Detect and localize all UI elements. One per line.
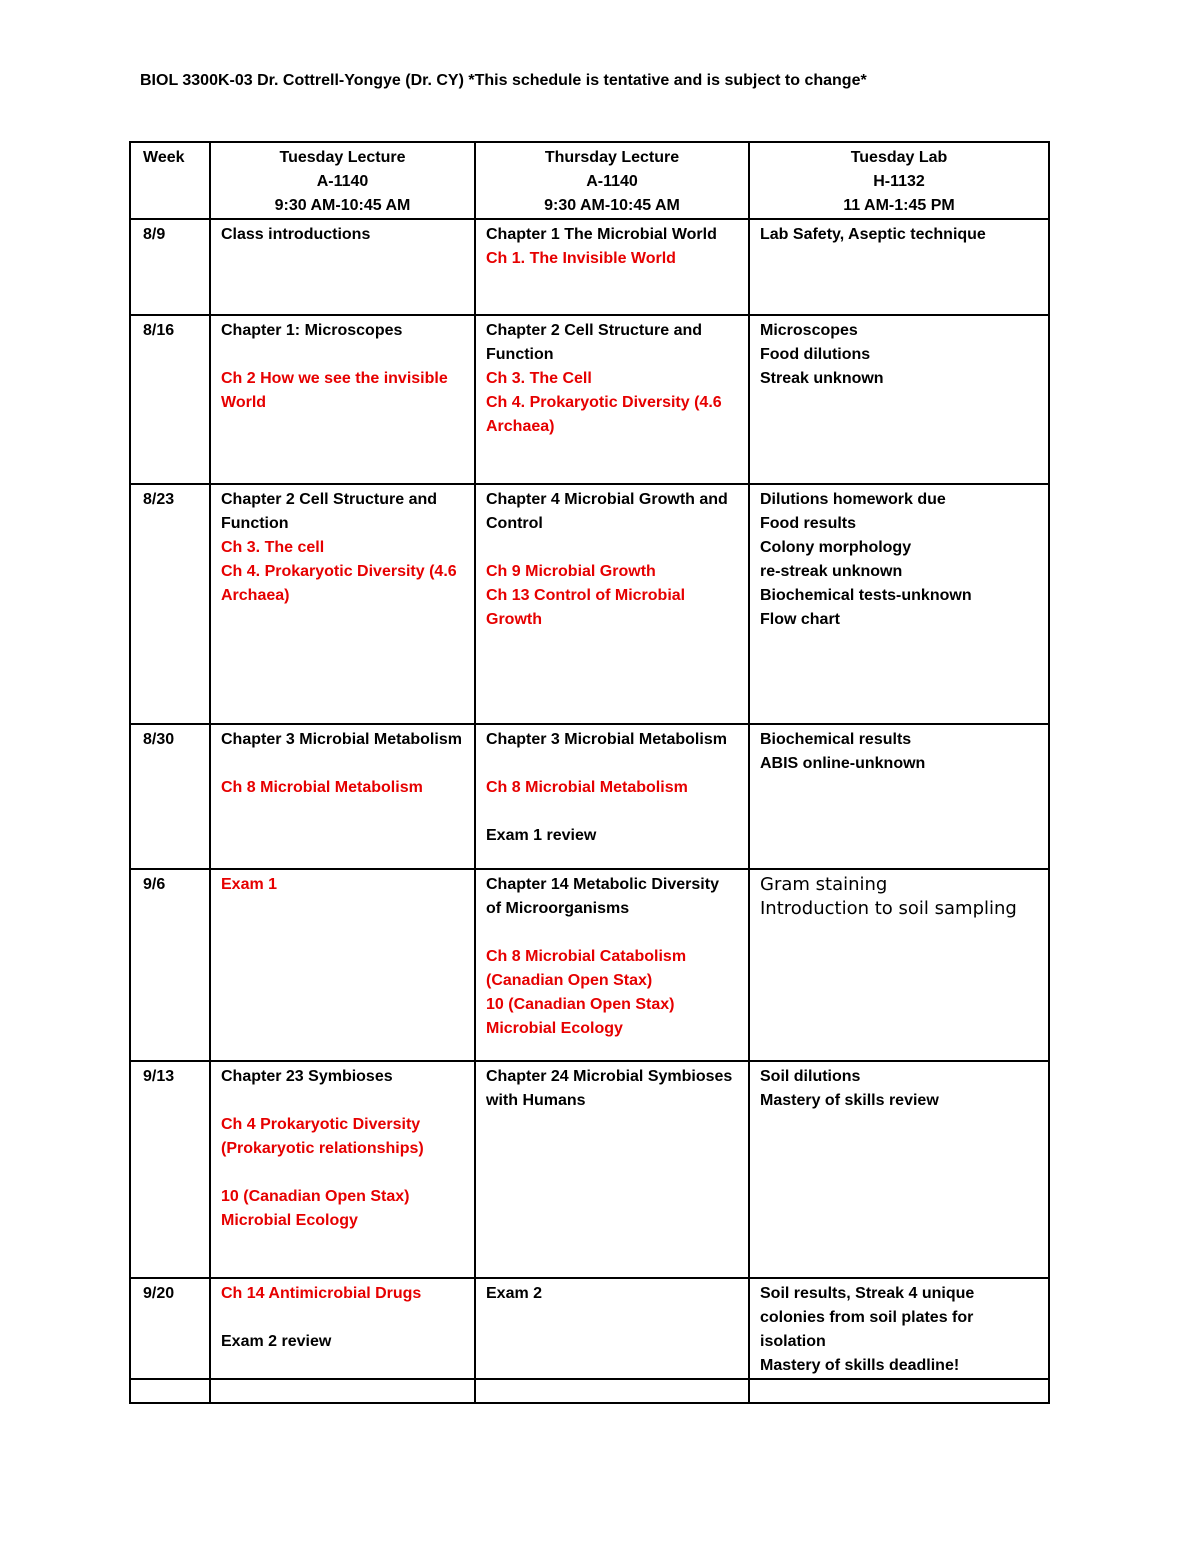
- cell-line: Ch 8 Microbial Catabolism (Canadian Open Stax): [486, 948, 687, 989]
- cell-line: Soil results, Streak 4 unique colonies from soil plates for isolation: [760, 1285, 975, 1350]
- header-row: [130, 142, 1049, 219]
- cell-line: Ch 9 Microbial Growth: [486, 563, 656, 580]
- tuesday-lab-cell: [749, 724, 1049, 869]
- cell-line: ABIS online-unknown: [760, 755, 926, 772]
- tuesday-lecture-cell: [210, 219, 475, 315]
- cell-line: Chapter 2 Cell Structure and Function: [486, 322, 703, 363]
- cell-line: [486, 752, 738, 776]
- cell-line: Ch 4. Prokaryotic Diversity (4.6 Archaea): [221, 563, 457, 604]
- thursday-lecture-cell: [475, 724, 749, 869]
- tuesday-lab-cell: [749, 1061, 1049, 1278]
- tuesday-lab-cell: [749, 484, 1049, 724]
- thursday-lecture-cell: [475, 219, 749, 315]
- cell-line: Flow chart: [760, 611, 841, 628]
- thursday-lecture-cell: [475, 315, 749, 484]
- tuesday-lecture-cell: [210, 1379, 475, 1403]
- cell-line: re-streak unknown: [760, 563, 903, 580]
- cell-line: [221, 1161, 464, 1185]
- cell-line: Ch 8 Microbial Metabolism: [221, 779, 423, 796]
- cell-line: [221, 343, 464, 367]
- cell-line: Ch 1. The Invisible World: [486, 250, 676, 267]
- cell-line: [221, 1306, 464, 1330]
- tuesday-lecture-cell: [210, 724, 475, 869]
- tuesday-lecture-cell: [210, 484, 475, 724]
- header-line: 9:30 AM-10:45 AM: [274, 197, 411, 214]
- cell-line: Ch 13 Control of Microbial Growth: [486, 587, 686, 628]
- cell-line: Ch 8 Microbial Metabolism: [486, 779, 688, 796]
- cell-line: Chapter 14 Metabolic Diversity of Microorganisms: [486, 876, 719, 917]
- header-week: Week: [130, 142, 210, 219]
- week-cell: 9/13: [130, 1061, 210, 1278]
- tuesday-lecture-cell: [210, 869, 475, 1061]
- cell-line: Ch 14 Antimicrobial Drugs: [221, 1285, 422, 1302]
- cell-line: Streak unknown: [760, 370, 884, 387]
- header-line: H-1132: [873, 173, 925, 190]
- cell-line: Class introductions: [221, 226, 371, 243]
- header-tuesday-lab: [749, 142, 1049, 219]
- week-cell: 8/23: [130, 484, 210, 724]
- cell-line: Chapter 1 The Microbial World: [486, 226, 717, 243]
- tuesday-lab-cell: [749, 869, 1049, 1061]
- cell-line: Dilutions homework due: [760, 491, 946, 508]
- table-row: [130, 315, 1049, 484]
- tuesday-lecture-cell: [210, 1061, 475, 1278]
- schedule-table: [129, 141, 1050, 1404]
- cell-line: Introduction to soil sampling: [760, 898, 1017, 919]
- cell-line: [486, 921, 738, 945]
- thursday-lecture-cell: [475, 1061, 749, 1278]
- table-row: [130, 1061, 1049, 1278]
- week-cell: 8/16: [130, 315, 210, 484]
- header-line: Thursday Lecture: [544, 149, 680, 166]
- header-line: Tuesday Lab: [850, 149, 948, 166]
- thursday-lecture-cell: [475, 1278, 749, 1379]
- table-row: [130, 724, 1049, 869]
- cell-line: [486, 536, 738, 560]
- cell-line: Chapter 2 Cell Structure and Function: [221, 491, 438, 532]
- cell-line: Mastery of skills deadline!: [760, 1357, 960, 1374]
- cell-line: Chapter 1: Microscopes: [221, 322, 403, 339]
- cell-line: Chapter 23 Symbioses: [221, 1068, 393, 1085]
- tuesday-lab-cell: [749, 1379, 1049, 1403]
- cell-line: 10 (Canadian Open Stax) Microbial Ecology: [486, 996, 675, 1037]
- week-cell: 8/9: [130, 219, 210, 315]
- header-tuesday-lecture: [210, 142, 475, 219]
- cell-line: Exam 1 review: [486, 827, 597, 844]
- header-line: A-1140: [586, 173, 638, 190]
- cell-line: [221, 1089, 464, 1113]
- cell-line: Ch 4 Prokaryotic Diversity (Prokaryotic relationships): [221, 1116, 424, 1157]
- cell-line: Exam 2 review: [221, 1333, 332, 1350]
- thursday-lecture-cell: [475, 1379, 749, 1403]
- table-row: [130, 1379, 1049, 1403]
- thursday-lecture-cell: [475, 869, 749, 1061]
- thursday-lecture-cell: [475, 484, 749, 724]
- header-line: 9:30 AM-10:45 AM: [544, 197, 680, 214]
- cell-line: [486, 800, 738, 824]
- cell-line: Chapter 3 Microbial Metabolism: [221, 731, 462, 748]
- cell-line: Microscopes: [760, 322, 858, 339]
- cell-line: Food results: [760, 515, 857, 532]
- week-cell: 8/30: [130, 724, 210, 869]
- table-row: [130, 484, 1049, 724]
- table-row: [130, 869, 1049, 1061]
- header-thursday-lecture: [475, 142, 749, 219]
- tuesday-lab-cell: [749, 219, 1049, 315]
- tuesday-lab-cell: [749, 315, 1049, 484]
- cell-line: Ch 4. Prokaryotic Diversity (4.6 Archaea): [486, 394, 722, 435]
- cell-line: Chapter 4 Microbial Growth and Control: [486, 491, 728, 532]
- cell-line: 10 (Canadian Open Stax) Microbial Ecology: [221, 1188, 410, 1229]
- cell-line: Chapter 24 Microbial Symbioses with Humans: [486, 1068, 733, 1109]
- header-line: A-1140: [316, 173, 369, 190]
- cell-line: Exam 2: [486, 1285, 543, 1302]
- header-line: 11 AM-1:45 PM: [843, 197, 955, 214]
- cell-line: Biochemical tests-unknown: [760, 587, 972, 604]
- week-cell: [130, 1379, 210, 1403]
- cell-line: Colony morphology: [760, 539, 912, 556]
- cell-line: Ch 3. The Cell: [486, 370, 592, 387]
- week-cell: 9/20: [130, 1278, 210, 1379]
- cell-line: Gram staining: [760, 874, 888, 895]
- tuesday-lab-cell: [749, 1278, 1049, 1379]
- week-cell: 9/6: [130, 869, 210, 1061]
- table-row: [130, 1278, 1049, 1379]
- cell-line: Ch 2 How we see the invisible World: [221, 370, 448, 411]
- cell-line: Soil dilutions: [760, 1068, 861, 1085]
- tuesday-lecture-cell: [210, 315, 475, 484]
- tuesday-lecture-cell: [210, 1278, 475, 1379]
- cell-line: [221, 752, 464, 776]
- table-row: [130, 219, 1049, 315]
- cell-line: Biochemical results: [760, 731, 912, 748]
- cell-line: Lab Safety, Aseptic technique: [760, 226, 986, 243]
- cell-line: Food dilutions: [760, 346, 871, 363]
- document-title: BIOL 3300K-03 Dr. Cottrell-Yongye (Dr. CY) *This schedule is tentative and is subject to change*: [140, 72, 867, 89]
- cell-line: Ch 3. The cell: [221, 539, 325, 556]
- cell-line: Exam 1: [221, 876, 278, 893]
- cell-line: Chapter 3 Microbial Metabolism: [486, 731, 727, 748]
- header-line: Tuesday Lecture: [279, 149, 406, 166]
- cell-line: Mastery of skills review: [760, 1092, 939, 1109]
